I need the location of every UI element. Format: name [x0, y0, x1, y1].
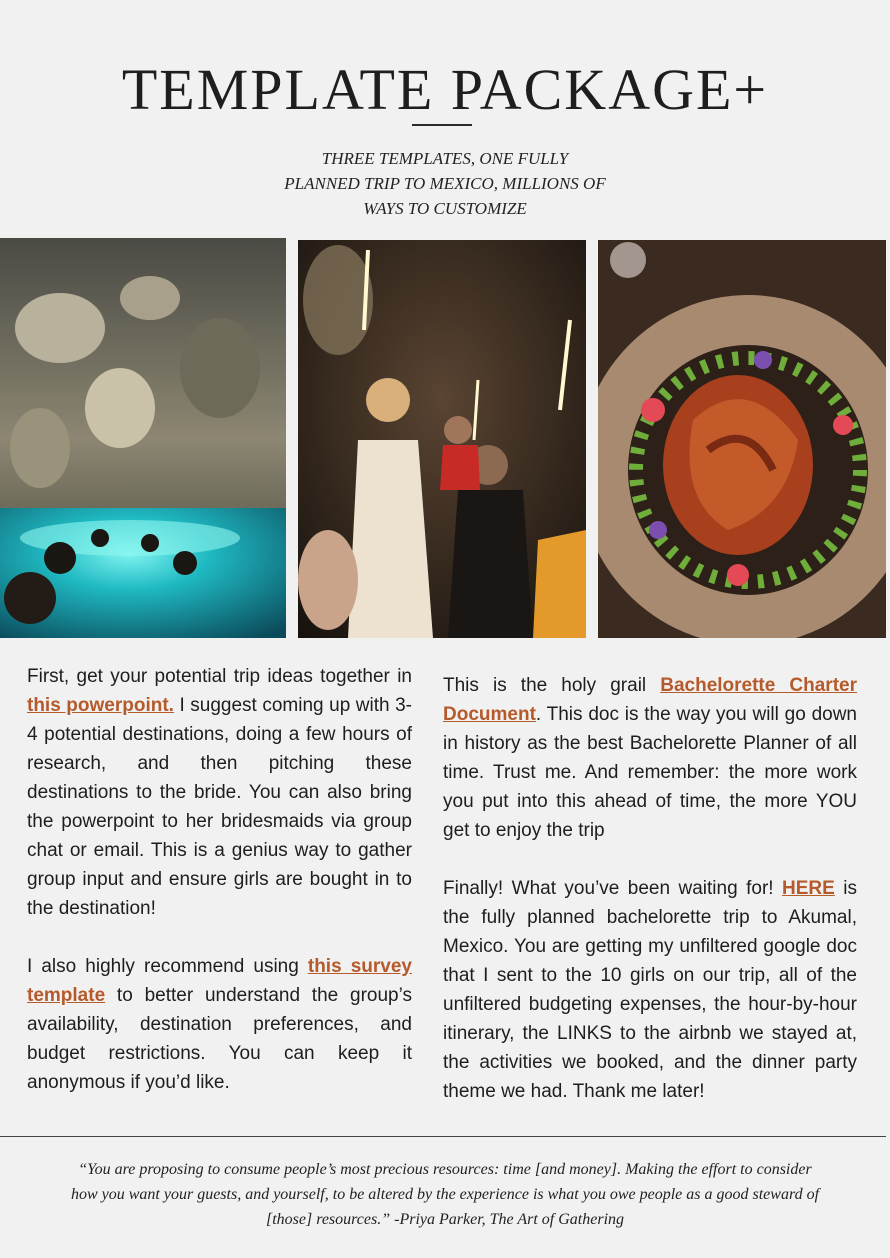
left-column: [27, 662, 412, 1097]
charter-document-link[interactable]: Bachelorette Charter Document: [443, 675, 857, 725]
octopus-dish-photo: [598, 240, 886, 638]
trip-paragraph: [443, 874, 857, 1106]
charter-paragraph: [443, 671, 857, 845]
subtitle-line: WAYS TO CUSTOMIZE: [363, 199, 527, 218]
cenote-photo: [0, 238, 286, 638]
paragraph-text: is the fully planned bachelorette trip to Akumal, Mexico. You are getting my unfiltered google doc that I sent to the 10 girls on our trip, all of the unfiltered budgeting expenses, the hour-by-hour itinerary, the LINKS to the airbnb we stayed at, the activities we booked, and the dinner party theme we had. Thank me later!: [443, 878, 857, 1102]
subtitle-line: THREE TEMPLATES, ONE FULLY: [321, 149, 569, 168]
paragraph-text: This is the holy grail: [443, 675, 661, 696]
subtitle-line: PLANNED TRIP TO MEXICO, MILLIONS OF: [284, 174, 606, 193]
page-title: TEMPLATE PACKAGE+: [121, 57, 769, 122]
paragraph-text: First, get your potential trip ideas together in: [27, 666, 412, 687]
paragraph-text: Finally! What you’ve been waiting for!: [443, 878, 783, 899]
survey-paragraph: [27, 952, 412, 1097]
footer-divider: [0, 1136, 886, 1137]
right-column: [443, 671, 857, 1106]
footer-quote: “You are proposing to consume people’s most precious resources: time [and money]. Making the effort to consider how you want your guests, and yourself, to be altered by the experience is what you owe people as a good steward of [those] resources.” -Priya Parker, The Art of Gathering: [70, 1161, 820, 1228]
page-subtitle: [245, 146, 645, 221]
paragraph-text: . This doc is the way you will go down in history as the best Bachelorette Planner of all time. Trust me. And remember: the more work you put into this ahead of time, the more YOU get to enjoy the trip: [443, 704, 857, 841]
here-link[interactable]: HERE: [782, 878, 835, 899]
celebration-photo: [298, 240, 586, 638]
paragraph-text: to better understand the group’s availability, destination preferences, and budget restrictions. You can keep it anonymous if you’d like.: [27, 985, 412, 1093]
paragraph-text: I also highly recommend using: [27, 956, 308, 977]
survey-template-link[interactable]: this survey template: [27, 956, 412, 1006]
paragraph-text: I suggest coming up with 3-4 potential destinations, doing a few hours of research, and then pitching these destinations to the bride. You can also bring the powerpoint to her bridesmaids via group chat or email. This is a genius way to gather group input and ensure girls are bought in to the destination!: [27, 695, 412, 919]
powerpoint-paragraph: [27, 662, 412, 923]
title-divider: [412, 124, 472, 126]
powerpoint-link[interactable]: this powerpoint.: [27, 695, 174, 716]
